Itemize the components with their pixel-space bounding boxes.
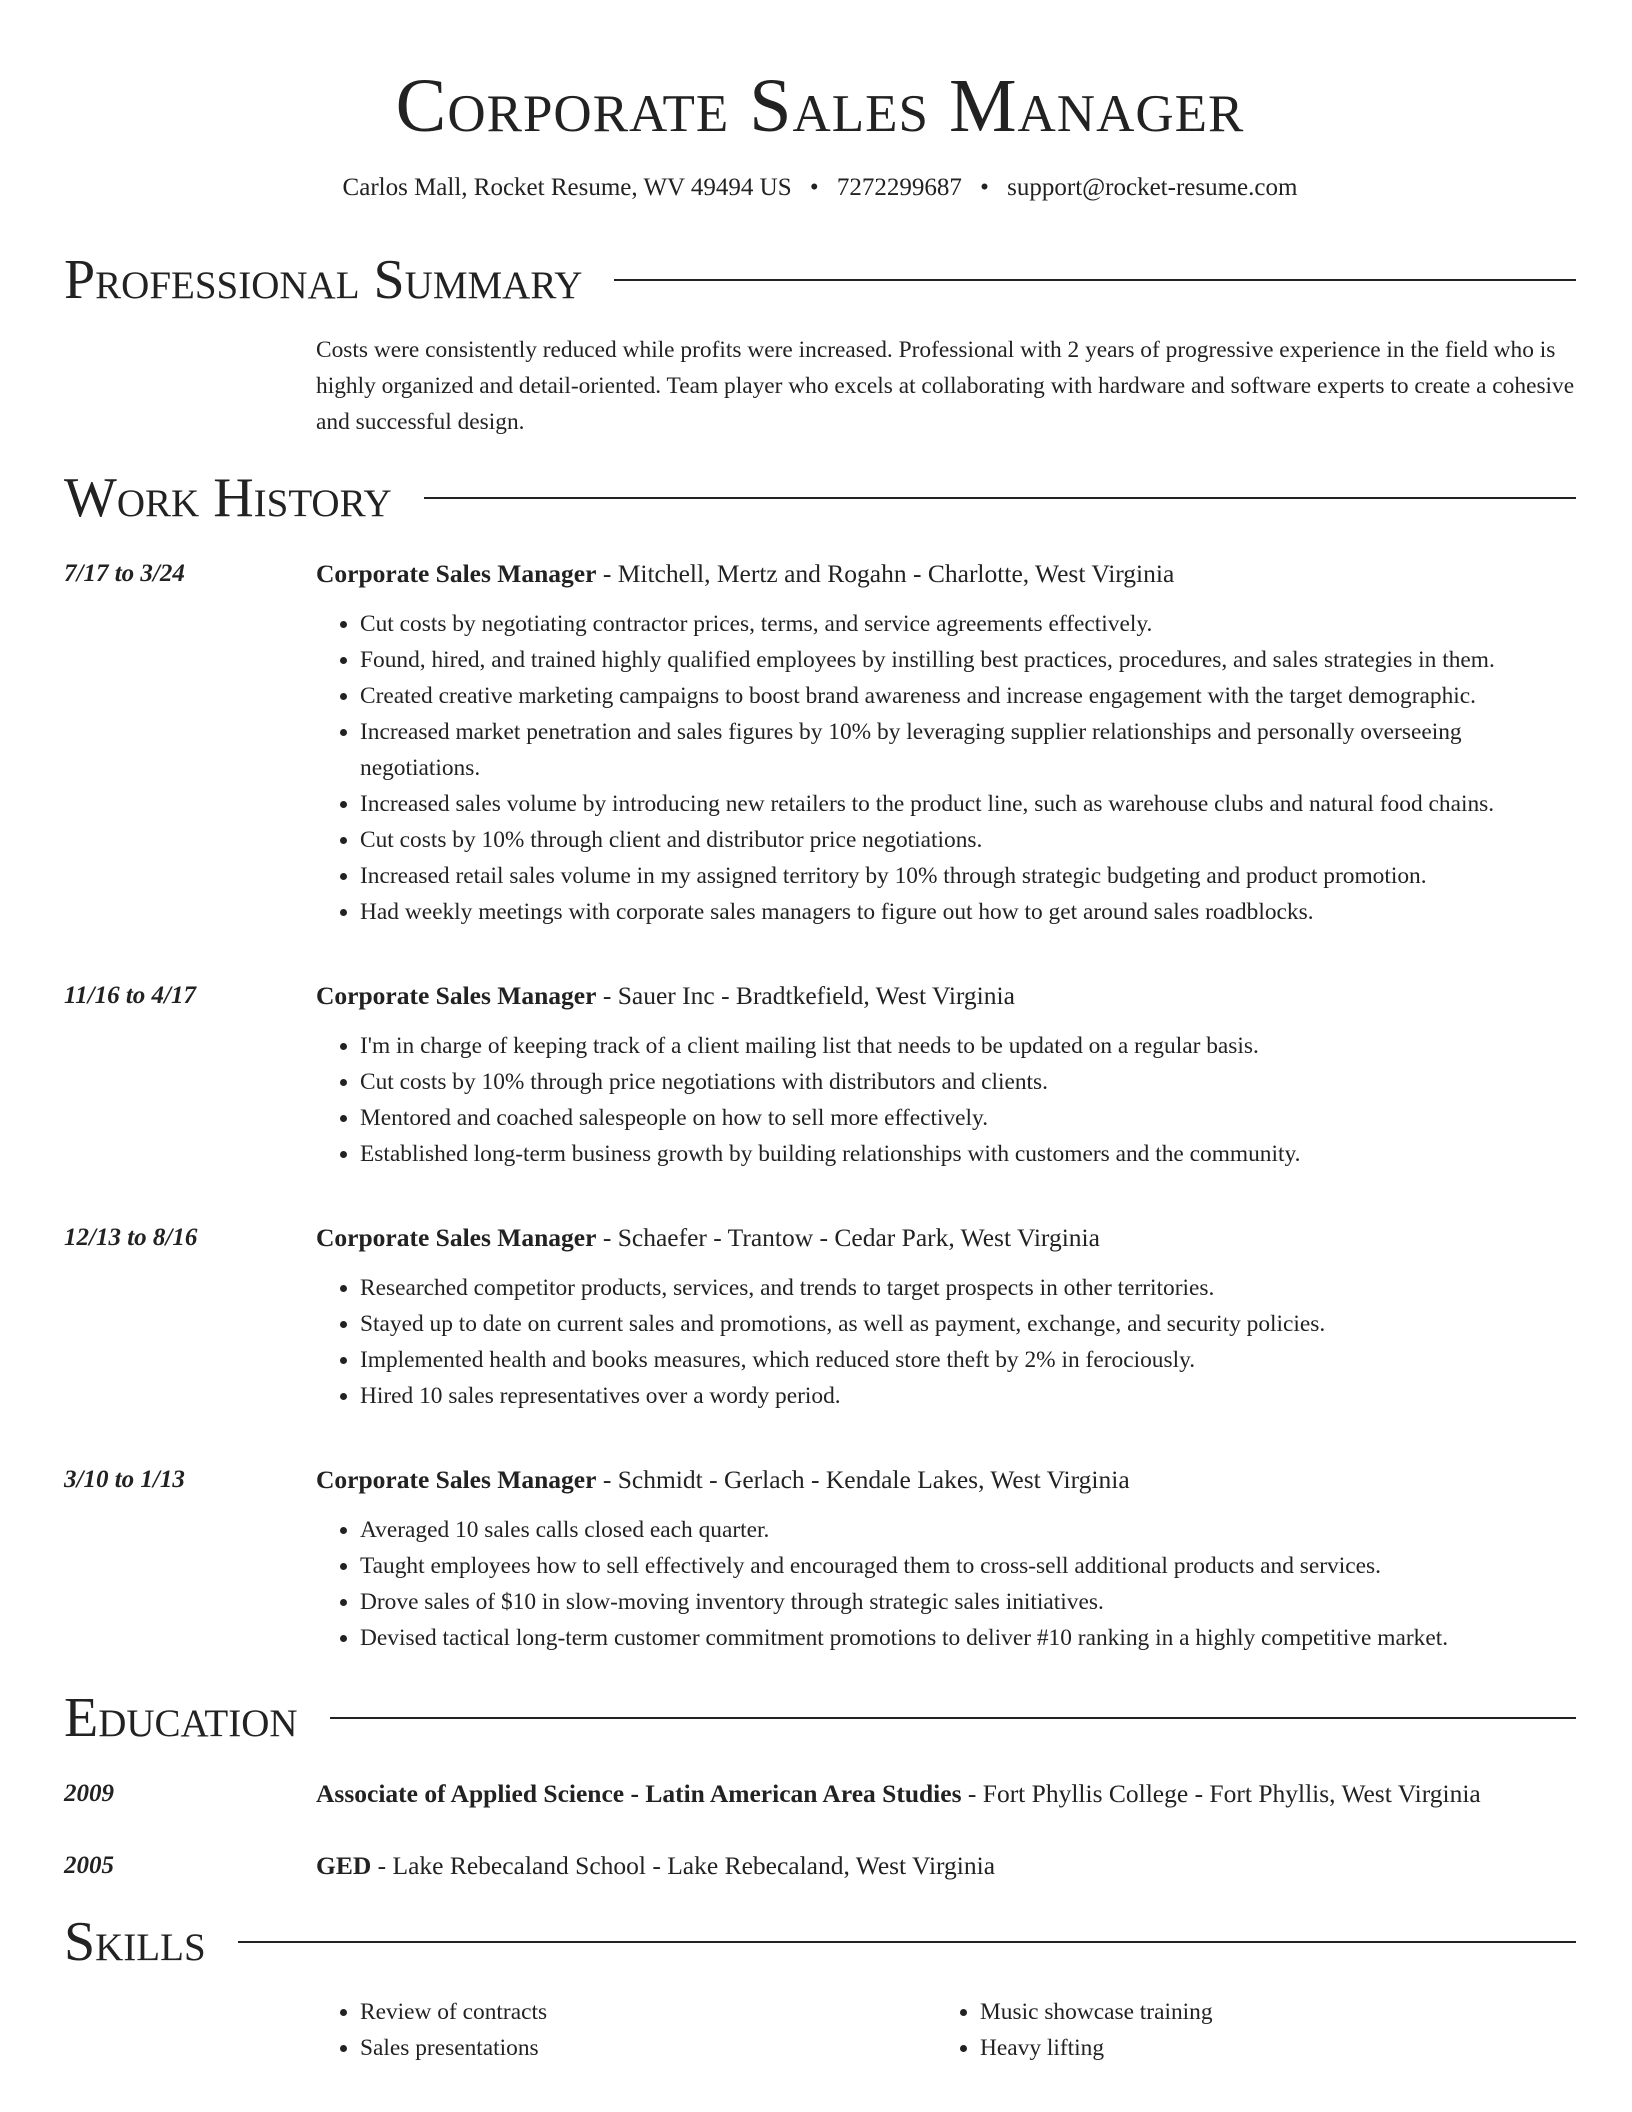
job-details: - Sauer Inc - Bradtkefield, West Virginia [596,981,1015,1010]
work-heading: Work History [64,467,392,529]
skill-item: • Music showcase training [980,1994,1500,2030]
job-details: - Schaefer - Trantow - Cedar Park, West Virginia [596,1223,1100,1252]
job-dates: 12/13 to 8/16 [64,1224,198,1251]
section-divider [424,497,1576,499]
work-section-header [64,466,1576,530]
job-bullet: • Cut costs by 10% through price negotiations with distributors and clients. [360,1064,1576,1100]
job-bullet: • Stayed up to date on current sales and promotions, as well as payment, exchange, and security policies. [360,1306,1576,1342]
resume-page [64,0,1576,2066]
education-degree: Associate of Applied Science - Latin American Area Studies [316,1779,962,1808]
job-dates: 7/17 to 3/24 [64,560,185,587]
job-bullet: • Mentored and coached salespeople on how to sell more effectively. [360,1100,1576,1136]
job-bullet: • Hired 10 sales representatives over a wordy period. [360,1378,1576,1414]
job-bullet: • Found, hired, and trained highly qualified employees by instilling best practices, procedures, and sales strategies in them. [360,642,1576,678]
job-bullets [316,1512,1576,1656]
job-title: Corporate Sales Manager [316,559,597,588]
contact-line [64,172,1576,204]
education-entry [64,1776,1576,1812]
job-bullets [316,606,1576,930]
job-bullets [316,1270,1576,1414]
skills-list-right [936,1994,1500,2066]
job-bullet: • Researched competitor products, services, and trends to target prospects in other territories. [360,1270,1576,1306]
job-bullet: • Devised tactical long-term customer commitment promotions to deliver #10 ranking in a highly competitive market. [360,1620,1576,1656]
job-bullet: • Averaged 10 sales calls closed each quarter. [360,1512,1576,1548]
job-bullets [316,1028,1576,1172]
skills-heading: Skills [64,1911,206,1973]
contact-email: support@rocket-resume.com [1007,174,1298,201]
job-bullet: • Cut costs by 10% through client and distributor price negotiations. [360,822,1576,858]
education-degree: GED [316,1851,372,1880]
job-title-line [316,1462,1576,1498]
summary-heading: Professional Summary [64,249,583,311]
contact-separator: • [980,174,989,201]
job-bullet: • Increased sales volume by introducing new retailers to the product line, such as warehouse clubs and natural food chains. [360,786,1576,822]
job-bullet: • Cut costs by negotiating contractor prices, terms, and service agreements effectively. [360,606,1576,642]
job-title-line [316,556,1576,592]
contact-separator: • [809,174,819,201]
job-title: Corporate Sales Manager [316,1223,597,1252]
job-bullet: • Drove sales of $10 in slow-moving inventory through strategic sales initiatives. [360,1584,1576,1620]
job-entry [64,1462,1576,1656]
skills-section-header [64,1910,1576,1974]
section-divider [614,279,1576,281]
job-details: - Mitchell, Mertz and Rogahn - Charlotte, West Virginia [596,559,1175,588]
job-bullet: • Implemented health and books measures, which reduced store theft by 2% in ferociously. [360,1342,1576,1378]
resume-name: Corporate Sales Manager [395,64,1245,148]
education-details: - Lake Rebecaland School - Lake Rebecaland, West Virginia [371,1851,996,1880]
job-title: Corporate Sales Manager [316,1465,597,1494]
education-details: - Fort Phyllis College - Fort Phyllis, West Virginia [961,1779,1481,1808]
job-bullet: • Increased market penetration and sales figures by 10% by leveraging supplier relationships and personally overseeing negotiations. [360,714,1576,786]
job-dates: 3/10 to 1/13 [64,1466,185,1493]
job-title-line [316,978,1576,1014]
section-divider [238,1941,1576,1943]
job-entry [64,556,1576,930]
education-year: 2005 [64,1852,114,1879]
skill-item: • Review of contracts [360,1994,936,2030]
job-bullet: • Established long-term business growth by building relationships with customers and the community. [360,1136,1576,1172]
section-divider [330,1717,1576,1719]
job-bullet: • Created creative marketing campaigns to boost brand awareness and increase engagement with the target demographic. [360,678,1576,714]
education-year: 2009 [64,1780,114,1807]
skills-columns [316,1994,1576,2066]
job-details: - Schmidt - Gerlach - Kendale Lakes, West Virginia [596,1465,1130,1494]
skill-item: • Heavy lifting [980,2030,1500,2066]
job-bullet: • Increased retail sales volume in my assigned territory by 10% through strategic budgeting and product promotion. [360,858,1576,894]
summary-section-header [64,248,1576,312]
job-title: Corporate Sales Manager [316,981,597,1010]
job-bullet: • I'm in charge of keeping track of a client mailing list that needs to be updated on a regular basis. [360,1028,1576,1064]
skill-item: • Sales presentations [360,2030,936,2066]
job-entry [64,1220,1576,1414]
job-entry [64,978,1576,1172]
contact-address: Carlos Mall, Rocket Resume, WV 49494 US [342,174,792,201]
job-title-line [316,1220,1576,1256]
job-bullet: • Taught employees how to sell effectively and encouraged them to cross-sell additional products and services. [360,1548,1576,1584]
education-line [316,1776,1576,1812]
summary-text: Costs were consistently reduced while profits were increased. Professional with 2 years of progressive experience in the field who is highly organized and detail-oriented. Team player who excels at collaborating with hardware and software experts to create a cohesive and successful design. [316,337,1575,435]
education-entry [64,1848,1576,1884]
education-heading: Education [64,1687,298,1749]
job-bullet: • Had weekly meetings with corporate sales managers to figure out how to get around sales roadblocks. [360,894,1576,930]
education-line [316,1848,1576,1884]
skills-list-left [316,1994,936,2066]
education-section-header [64,1686,1576,1750]
contact-phone: 7272299687 [836,174,962,201]
job-dates: 11/16 to 4/17 [64,982,196,1009]
